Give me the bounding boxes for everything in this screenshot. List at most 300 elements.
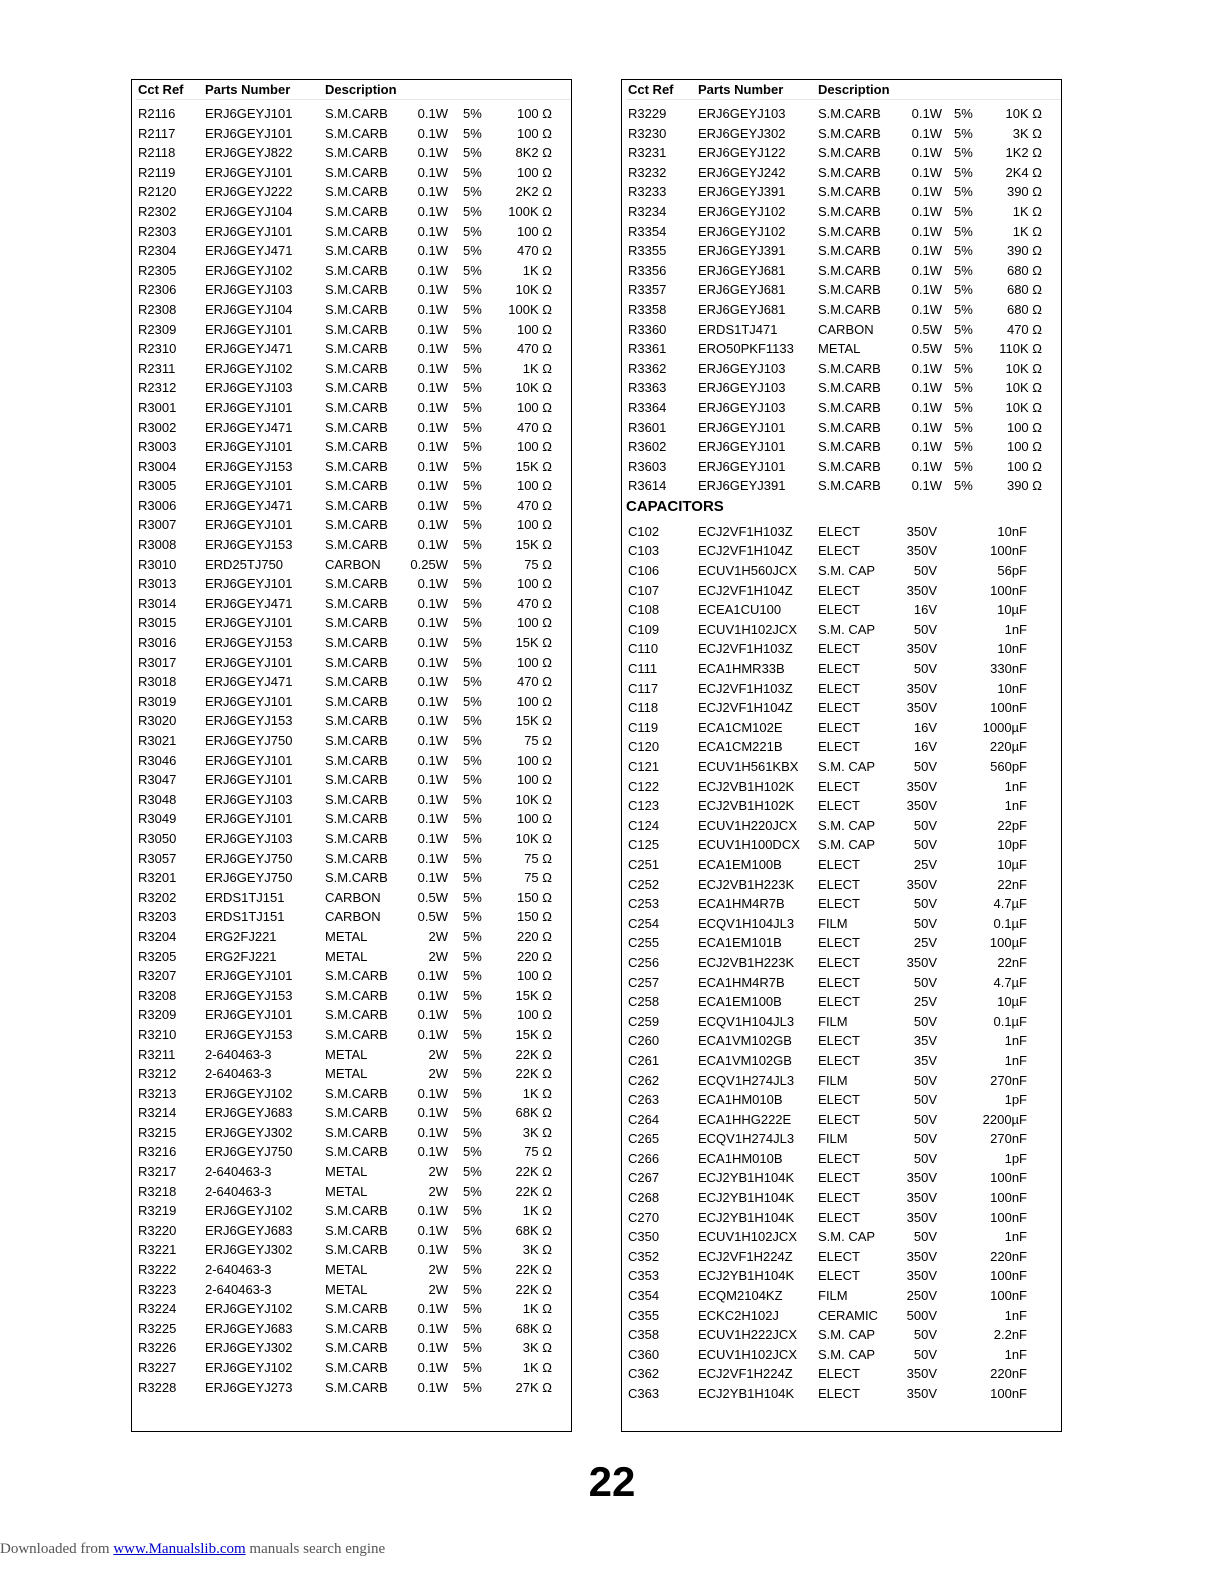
parts-number: ECJ2VF1H224Z <box>698 1248 793 1264</box>
table-row <box>622 620 1061 640</box>
parts-number: 2-640463-3 <box>205 1164 272 1180</box>
description: ELECT <box>818 641 860 657</box>
tolerance: 5% <box>954 125 973 141</box>
parts-number: ERJ6GEYJ102 <box>698 203 786 219</box>
description: ELECT <box>818 1366 860 1382</box>
description: S.M. CAP <box>818 759 876 774</box>
voltage: 350V <box>906 543 937 559</box>
parts-number: ERJ6GEYJ242 <box>698 164 786 180</box>
description: METAL <box>818 341 861 357</box>
capacitance: 330nF <box>990 661 1027 677</box>
cct-ref: R3217 <box>138 1164 177 1180</box>
cct-ref: R3219 <box>138 1203 177 1219</box>
cct-ref: C255 <box>628 935 660 951</box>
table-row <box>132 104 571 124</box>
table-row <box>622 359 1061 379</box>
table-row <box>132 1064 571 1084</box>
capacitance: 4.7µF <box>993 974 1027 990</box>
description: METAL <box>325 1164 368 1180</box>
parts-number: ERJ6GEYJ102 <box>698 223 786 239</box>
cct-ref: R3207 <box>138 968 177 984</box>
description: S.M.CARB <box>325 125 388 141</box>
tolerance: 5% <box>463 1164 482 1180</box>
voltage: 350V <box>906 1386 937 1401</box>
parts-number: ERJ6GEYJ101 <box>205 1007 293 1023</box>
power: 0.1W <box>911 399 942 415</box>
voltage: 50V <box>913 1013 937 1029</box>
parts-number: ERJ6GEYJ153 <box>205 1026 293 1042</box>
description: ELECT <box>818 778 860 794</box>
power: 0.1W <box>417 752 448 768</box>
voltage: 350V <box>906 954 937 970</box>
value: 100 Ω <box>516 811 552 827</box>
table-row <box>132 1201 571 1221</box>
capacitance: 1nF <box>1004 1033 1027 1049</box>
power: 2W <box>428 1046 448 1062</box>
table-row <box>132 1280 571 1300</box>
description: S.M.CARB <box>325 693 388 709</box>
cct-ref: R3233 <box>628 184 667 200</box>
description: CARBON <box>325 909 381 925</box>
description: ELECT <box>818 994 860 1010</box>
capacitance: 220µF <box>989 739 1027 755</box>
value: 15K Ω <box>515 1026 552 1042</box>
value: 100 Ω <box>516 752 552 768</box>
tolerance: 5% <box>463 1183 482 1199</box>
parts-number: ERJ6GEYJ101 <box>205 439 293 455</box>
voltage: 50V <box>913 1111 937 1127</box>
cct-ref: R3015 <box>138 615 177 631</box>
capacitance: 1nF <box>1004 1052 1027 1068</box>
description: S.M.CARB <box>325 243 388 259</box>
power: 0.1W <box>417 145 448 161</box>
parts-number: ECQM2104KZ <box>698 1288 783 1304</box>
description: S.M.CARB <box>325 1026 388 1042</box>
cct-ref: R3057 <box>138 850 177 866</box>
cct-ref: C122 <box>628 778 660 794</box>
parts-number: ERJ6GEYJ101 <box>205 164 293 180</box>
tolerance: 5% <box>954 419 973 435</box>
capacitance: 100nF <box>990 1386 1027 1401</box>
value: 1K Ω <box>1012 203 1042 219</box>
capacitance: 100µF <box>989 935 1027 951</box>
tolerance: 5% <box>954 341 973 357</box>
power: 0.1W <box>417 1340 448 1356</box>
table-row <box>132 809 571 829</box>
value: 100K Ω <box>508 301 552 317</box>
table-row <box>622 320 1061 340</box>
voltage: 50V <box>913 661 937 677</box>
parts-number: ERJ6GEYJ101 <box>205 106 293 121</box>
description: METAL <box>325 1046 368 1062</box>
power: 0.1W <box>417 772 448 788</box>
table-row <box>132 966 571 986</box>
value: 10K Ω <box>1005 380 1042 396</box>
tolerance: 5% <box>954 321 973 337</box>
value: 100 Ω <box>1006 419 1042 435</box>
table-row <box>132 1162 571 1182</box>
table-row <box>132 1299 571 1319</box>
cct-ref: R3357 <box>628 282 667 298</box>
value: 470 Ω <box>516 595 552 611</box>
parts-number: ERJ6GEYJ471 <box>205 419 293 435</box>
tolerance: 5% <box>463 1105 482 1121</box>
value: 75 Ω <box>524 870 552 886</box>
parts-number: ERJ6GEYJ681 <box>698 262 786 278</box>
cct-ref: R3218 <box>138 1183 177 1199</box>
parts-number: ERJ6GEYJ101 <box>205 576 293 592</box>
description: CARBON <box>325 556 381 572</box>
cct-ref: R3360 <box>628 321 667 337</box>
table-row <box>132 731 571 751</box>
table-row <box>622 1306 1061 1326</box>
cct-ref: R3228 <box>138 1379 177 1395</box>
power: 0.1W <box>911 125 942 141</box>
description: S.M.CARB <box>325 301 388 317</box>
description: S.M.CARB <box>325 654 388 670</box>
capacitance: 2.2nF <box>993 1327 1027 1343</box>
parts-number: ECJ2VB1H223K <box>698 876 795 892</box>
power: 0.1W <box>417 1007 448 1023</box>
tolerance: 5% <box>463 635 482 651</box>
table-row <box>622 1325 1061 1345</box>
power: 0.1W <box>417 1360 448 1375</box>
description: S.M.CARB <box>325 262 388 278</box>
cct-ref: R2309 <box>138 321 177 337</box>
tolerance: 5% <box>463 517 482 533</box>
capacitance: 1nF <box>1004 798 1027 814</box>
table-row <box>622 222 1061 242</box>
parts-number: ECUV1H561KBX <box>698 759 799 774</box>
capacitance: 100nF <box>990 1268 1027 1284</box>
description: S.M.CARB <box>818 223 881 239</box>
parts-number: ECKC2H102J <box>698 1307 779 1323</box>
table-header <box>132 80 571 100</box>
power: 0.5W <box>911 341 942 357</box>
power: 0.1W <box>417 439 448 455</box>
table-row <box>622 457 1061 477</box>
description: S.M.CARB <box>325 223 388 239</box>
tolerance: 5% <box>463 1379 482 1395</box>
table-row <box>622 973 1061 993</box>
cct-ref: R3226 <box>138 1340 177 1356</box>
parts-number: ERJ6GEYJ101 <box>205 615 293 631</box>
description: FILM <box>818 1288 848 1304</box>
table-row <box>132 1221 571 1241</box>
voltage: 16V <box>913 602 937 618</box>
description: CERAMIC <box>818 1307 878 1323</box>
cct-ref: R3221 <box>138 1242 177 1258</box>
table-row <box>622 437 1061 457</box>
tolerance: 5% <box>463 1242 482 1258</box>
value: 68K Ω <box>515 1105 552 1121</box>
capacitance: 1pF <box>1004 1150 1027 1166</box>
cct-ref: R2120 <box>138 184 177 200</box>
parts-number: ERJ6GEYJ101 <box>205 772 293 788</box>
value: 3K Ω <box>522 1340 552 1356</box>
tolerance: 5% <box>463 928 482 944</box>
description: S.M.CARB <box>325 1144 388 1160</box>
parts-number: ERJ6GEYJ153 <box>205 458 293 474</box>
power: 2W <box>428 948 448 964</box>
cct-ref: R3007 <box>138 517 177 533</box>
parts-number: ECJ2YB1H104K <box>698 1190 795 1206</box>
table-row <box>622 1345 1061 1365</box>
description: S.M.CARB <box>325 517 388 533</box>
parts-number: ERJ6GEYJ101 <box>698 458 786 474</box>
description: S.M.CARB <box>325 752 388 768</box>
parts-number: ECA1HM4R7B <box>698 974 785 990</box>
value: 27K Ω <box>515 1379 552 1395</box>
value: 220 Ω <box>516 928 552 944</box>
table-row <box>622 143 1061 163</box>
cct-ref: R3010 <box>138 556 177 572</box>
table-row <box>622 737 1061 757</box>
description: S.M.CARB <box>818 478 881 494</box>
description: S.M.CARB <box>818 184 881 200</box>
power: 0.1W <box>417 850 448 866</box>
power: 0.1W <box>911 282 942 298</box>
table-row <box>622 718 1061 738</box>
capacitance: 1nF <box>1004 621 1027 637</box>
tolerance: 5% <box>463 419 482 435</box>
cct-ref: R2118 <box>138 145 176 161</box>
value: 75 Ω <box>524 850 552 866</box>
description: S.M.CARB <box>325 439 388 455</box>
header-description: Description <box>325 82 397 97</box>
power: 0.1W <box>417 713 448 729</box>
parts-number: ERJ6GEYJ302 <box>205 1340 293 1356</box>
description: S.M.CARB <box>325 1222 388 1238</box>
parts-number: ECA1EM100B <box>698 856 782 872</box>
cct-ref: C254 <box>628 915 660 931</box>
table-row <box>622 600 1061 620</box>
power: 0.1W <box>417 1203 448 1219</box>
parts-number: ECA1VM102GB <box>698 1052 792 1068</box>
voltage: 25V <box>913 994 937 1010</box>
description: S.M.CARB <box>325 1203 388 1219</box>
tolerance: 5% <box>463 1144 482 1160</box>
cct-ref: R3362 <box>628 360 667 376</box>
table-row <box>132 1358 571 1378</box>
table-row <box>132 1378 571 1398</box>
cct-ref: C121 <box>628 759 660 774</box>
power: 0.1W <box>417 1222 448 1238</box>
table-row <box>132 124 571 144</box>
capacitance: 10pF <box>997 837 1027 853</box>
tolerance: 5% <box>463 184 482 200</box>
capacitance: 10nF <box>997 523 1027 539</box>
power: 0.1W <box>417 301 448 317</box>
cct-ref: R3049 <box>138 811 177 827</box>
table-row <box>622 1168 1061 1188</box>
capacitance: 270nF <box>990 1131 1027 1147</box>
parts-number: ERD25TJ750 <box>205 556 284 572</box>
voltage: 350V <box>906 1209 937 1225</box>
capacitance: 10nF <box>997 641 1027 657</box>
table-row <box>622 261 1061 281</box>
table-row <box>622 1149 1061 1169</box>
power: 0.1W <box>417 1242 448 1258</box>
cct-ref: C352 <box>628 1248 660 1264</box>
tolerance: 5% <box>463 987 482 1003</box>
tolerance: 5% <box>463 243 482 259</box>
parts-number: ECA1VM102GB <box>698 1033 792 1049</box>
voltage: 50V <box>913 974 937 990</box>
table-row <box>132 476 571 496</box>
table-row <box>622 202 1061 222</box>
power: 0.1W <box>417 419 448 435</box>
table-row <box>622 1188 1061 1208</box>
cct-ref: R2305 <box>138 262 177 278</box>
table-row <box>622 541 1061 561</box>
cct-ref: R2304 <box>138 243 177 259</box>
voltage: 500V <box>906 1307 937 1323</box>
table-row <box>132 1240 571 1260</box>
table-row <box>622 418 1061 438</box>
value: 680 Ω <box>1006 282 1042 298</box>
value: 390 Ω <box>1006 478 1042 494</box>
power: 0.1W <box>417 360 448 376</box>
value: 100 Ω <box>516 164 552 180</box>
parts-number: ERJ6GEYJ750 <box>205 850 293 866</box>
table-row <box>132 692 571 712</box>
parts-number: ECA1HMR33B <box>698 661 785 677</box>
power: 0.1W <box>417 1301 448 1317</box>
description: S.M. CAP <box>818 837 876 853</box>
value: 10K Ω <box>515 830 552 846</box>
tolerance: 5% <box>954 399 973 415</box>
parts-number: ERJ6GEYJ471 <box>205 674 293 690</box>
tolerance: 5% <box>463 164 482 180</box>
cct-ref: R3017 <box>138 654 177 670</box>
table-row <box>132 261 571 281</box>
power: 0.1W <box>417 1320 448 1336</box>
description: S.M.CARB <box>325 968 388 984</box>
cct-ref: C106 <box>628 563 660 579</box>
capacitance: 270nF <box>990 1072 1027 1088</box>
power: 0.1W <box>417 341 448 357</box>
parts-number: ERJ6GEYJ302 <box>698 125 786 141</box>
cct-ref: R3234 <box>628 203 667 219</box>
cct-ref: R3001 <box>138 399 177 415</box>
parts-number: ERJ6GEYJ471 <box>205 341 293 357</box>
right-rows <box>622 104 1061 1404</box>
value: 10K Ω <box>515 282 552 298</box>
parts-number: ERJ6GEYJ822 <box>205 145 293 161</box>
parts-number: ECJ2VF1H224Z <box>698 1366 793 1382</box>
tolerance: 5% <box>463 870 482 886</box>
parts-number: ECJ2VF1H103Z <box>698 680 793 696</box>
cct-ref: R3614 <box>628 478 667 494</box>
parts-number: ECUV1H220JCX <box>698 817 797 833</box>
table-row <box>132 515 571 535</box>
tolerance: 5% <box>954 360 973 376</box>
cct-ref: C119 <box>628 719 659 735</box>
description: S.M.CARB <box>818 125 881 141</box>
table-row <box>622 163 1061 183</box>
parts-number: ECUV1H102JCX <box>698 1346 797 1362</box>
power: 0.1W <box>417 203 448 219</box>
footer-link[interactable]: www.Manualslib.com <box>113 1541 246 1557</box>
capacitance: 10nF <box>997 680 1027 696</box>
table-row <box>132 339 571 359</box>
description: S.M.CARB <box>325 576 388 592</box>
value: 22K Ω <box>515 1046 552 1062</box>
table-row <box>622 182 1061 202</box>
tolerance: 5% <box>463 380 482 396</box>
tolerance: 5% <box>463 439 482 455</box>
value: 100 Ω <box>516 576 552 592</box>
description: ELECT <box>818 719 860 735</box>
cct-ref: C251 <box>628 856 660 872</box>
tolerance: 5% <box>954 301 973 317</box>
parts-number: ECJ2VB1H102K <box>698 778 795 794</box>
tolerance: 5% <box>463 537 482 553</box>
parts-number: ECJ2YB1H104K <box>698 1170 795 1186</box>
table-row <box>132 1319 571 1339</box>
tolerance: 5% <box>954 478 973 494</box>
power: 0.1W <box>417 106 448 121</box>
value: 150 Ω <box>516 889 552 905</box>
description: S.M.CARB <box>325 870 388 886</box>
capacitance: 100nF <box>990 543 1027 559</box>
table-row <box>622 835 1061 855</box>
value: 100 Ω <box>516 125 552 141</box>
power: 2W <box>428 1262 448 1278</box>
cct-ref: C117 <box>628 680 659 696</box>
parts-number: ERJ6GEYJ153 <box>205 713 293 729</box>
tolerance: 5% <box>463 1007 482 1023</box>
cct-ref: C256 <box>628 954 660 970</box>
cct-ref: R3222 <box>138 1262 177 1278</box>
parts-number: ECUV1H102JCX <box>698 1229 797 1245</box>
value: 100 Ω <box>516 968 552 984</box>
parts-number: ERJ6GEYJ101 <box>205 125 293 141</box>
value: 470 Ω <box>1006 321 1042 337</box>
voltage: 35V <box>913 1052 937 1068</box>
header-divider <box>626 99 1061 100</box>
cct-ref: C103 <box>628 543 660 559</box>
table-row <box>132 555 571 575</box>
tolerance: 5% <box>463 830 482 846</box>
power: 0.1W <box>417 968 448 984</box>
table-row <box>622 104 1061 124</box>
table-row <box>132 1103 571 1123</box>
tolerance: 5% <box>463 654 482 670</box>
description: S.M.CARB <box>325 360 388 376</box>
parts-number: ECJ2YB1H104K <box>698 1386 795 1401</box>
description: S.M.CARB <box>818 203 881 219</box>
parts-number: ERJ6GEYJ750 <box>205 1144 293 1160</box>
power: 2W <box>428 928 448 944</box>
tolerance: 5% <box>463 282 482 298</box>
tolerance: 5% <box>463 1360 482 1375</box>
tolerance: 5% <box>463 1026 482 1042</box>
description: S.M.CARB <box>818 360 881 376</box>
parts-number: ECJ2VF1H103Z <box>698 523 793 539</box>
tolerance: 5% <box>463 321 482 337</box>
capacitance: 100nF <box>990 1288 1027 1304</box>
parts-number: ERJ6GEYJ102 <box>205 1203 293 1219</box>
value: 3K Ω <box>1012 125 1042 141</box>
power: 0.25W <box>410 556 448 572</box>
tolerance: 5% <box>463 556 482 572</box>
table-row <box>622 1031 1061 1051</box>
parts-number: ERJ6GEYJ104 <box>205 301 293 317</box>
table-row <box>622 561 1061 581</box>
voltage: 50V <box>913 563 937 579</box>
